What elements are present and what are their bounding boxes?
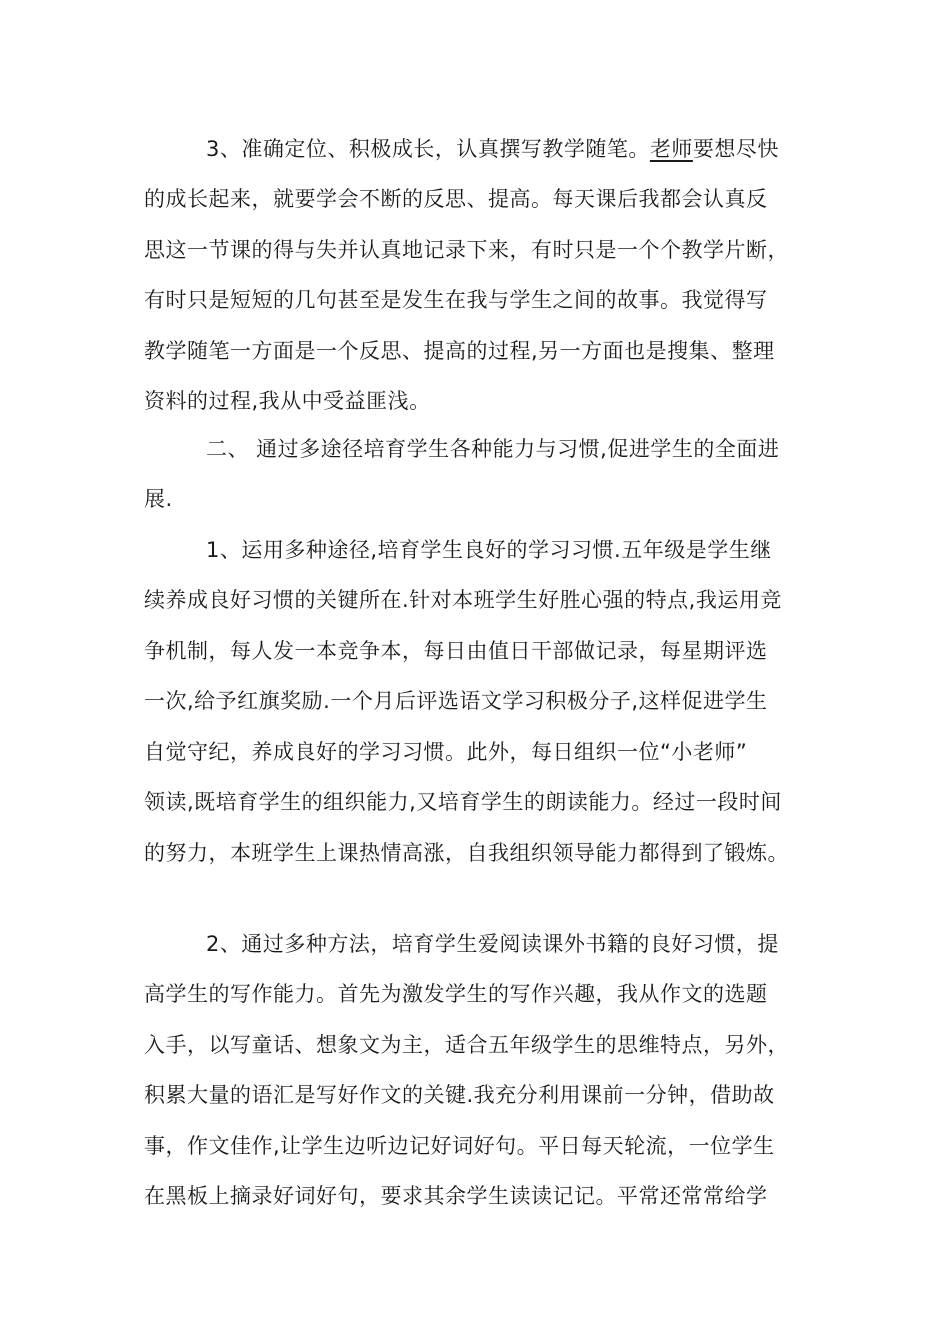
paragraph-line: 的努力，本班学生上课热情高涨，自我组织领导能力都得到了锻炼。 (144, 841, 789, 865)
section-heading-cont: 展. (144, 487, 173, 511)
paragraph-line: 有时只是短短的几句甚至是发生在我与学生之间的故事。我觉得写 (144, 288, 768, 312)
paragraph-line: 在黑板上摘录好词好句，要求其余学生读读记记。平常还常常给学 (144, 1184, 768, 1208)
paragraph-line: 2、通过多种方法，培育学生爱阅读课外书籍的良好习惯，提 (206, 932, 779, 956)
paragraph-line: 争机制，每人发一本竞争本，每日由值日干部做记录，每星期评选 (144, 639, 768, 663)
underlined-term: 老师 (649, 137, 693, 161)
paragraph-line: 续养成良好习惯的关键所在.针对本班学生好胜心强的特点,我运用竞 (144, 588, 782, 612)
section-heading: 二、 通过多途径培育学生各种能力与习惯,促进学生的全面进 (206, 437, 780, 461)
paragraph-line: 高学生的写作能力。首先为激发学生的写作兴趣，我从作文的选题 (144, 982, 768, 1006)
line-text: 要想尽快 (692, 137, 779, 161)
paragraph-line: 自觉守纪，养成良好的学习习惯。此外，每日组织一位“小老师” (144, 740, 748, 764)
paragraph-line: 思这一节课的得与失并认真地记录下来，有时只是一个个教学片断， (144, 238, 789, 262)
paragraph-line: 入手，以写童话、想象文为主，适合五年级学生的思维特点，另外， (144, 1033, 789, 1057)
paragraph-line: 积累大量的语汇是写好作文的关键.我充分利用课前一分钟，借助故 (144, 1083, 775, 1107)
paragraph-line: 教学随笔一方面是一个反思、提高的过程,另一方面也是搜集、整理 (144, 339, 775, 363)
paragraph-line (206, 134, 826, 164)
paragraph-line: 领读,既培育学生的组织能力,又培育学生的朗读能力。经过一段时间 (144, 790, 782, 814)
paragraph-line: 资料的过程,我从中受益匪浅。 (144, 389, 431, 413)
paragraph-line: 的成长起来，就要学会不断的反思、提高。每天课后我都会认真反 (144, 187, 768, 211)
paragraph-line: 事，作文佳作,让学生边听边记好词好句。平日每天轮流，一位学生 (144, 1134, 775, 1158)
paragraph-line: 一次,给予红旗奖励.一个月后评选语文学习积极分子,这样促进学生 (144, 689, 768, 713)
line-text: 3、准确定位、积极成长，认真撰写教学随笔。 (206, 137, 650, 161)
paragraph-line: 1、运用多种途径,培育学生良好的学习习惯.五年级是学生继 (206, 538, 772, 562)
